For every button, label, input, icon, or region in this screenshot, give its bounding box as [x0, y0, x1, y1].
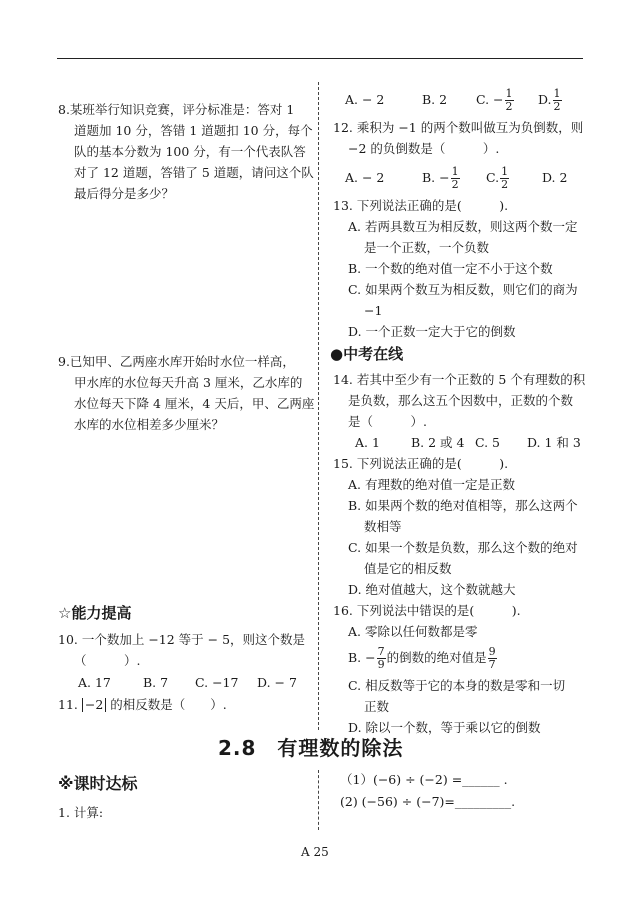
fraction	[553, 88, 562, 113]
q16-option-a: A. 零除以任何数都是零	[348, 624, 478, 639]
q16-option-c-cont: 正数	[364, 699, 390, 714]
q11-option-c	[476, 88, 534, 113]
q15-option: 值是它的相反数	[364, 561, 452, 576]
q14-line: 14. 若其中至少有一个正数的 5 个有理数的积	[333, 372, 586, 387]
q14-option: D. 1 和 3	[526, 435, 581, 450]
section-heading-exam: ●中考在线	[330, 345, 404, 363]
q10-option: C. −17	[195, 675, 239, 690]
fraction	[488, 646, 497, 671]
q10-option: D. − 7	[257, 675, 297, 690]
q14-option: A. 1	[355, 435, 380, 450]
q13-option: −1	[364, 303, 383, 318]
q10-line: 10. 一个数加上 −12 等于 − 5，则这个数是	[58, 632, 306, 647]
fraction	[500, 166, 509, 191]
q13-stem: 13. 下列说法正确的是( ).	[333, 198, 509, 213]
fraction-denominator: 2	[553, 100, 561, 113]
q9-line: 水位每天下降 4 厘米，4 天后，甲、乙两座	[74, 396, 315, 411]
fraction-denominator: 2	[501, 178, 509, 191]
q10-option: A. 17	[78, 675, 111, 690]
q13-option: B. 一个数的绝对值一定不小于这个数	[348, 261, 553, 276]
fraction-numerator: 1	[505, 87, 513, 100]
q13-option: A. 若两具数互为相反数，则这两个数一定	[348, 219, 578, 234]
fraction	[377, 646, 386, 671]
fraction-numerator: 7	[377, 645, 385, 658]
q12-option-d: D. 2	[541, 170, 568, 185]
q13-option: C. 如果两个数互为相反数，则它们的商为	[348, 282, 578, 297]
q14-option: B. 2 或 4	[410, 435, 465, 450]
q11-option-a: A. − 2	[345, 92, 385, 107]
q11-text: 的相反数是（ ）.	[110, 697, 227, 712]
q12-option-c-label: C.	[485, 170, 500, 185]
q15-option: A. 有理数的绝对值一定是正数	[348, 477, 515, 492]
column-divider	[318, 82, 319, 730]
q16-option-c: C. 相反数等于它的本身的数是零和一切	[348, 678, 566, 693]
calc-item: （1）(−6) ÷ (−2) =______ .	[340, 772, 508, 787]
q16-option-b-text: 的倒数的绝对值是	[386, 650, 487, 665]
q16-option-b-label: B. −	[348, 650, 376, 665]
fraction	[451, 166, 460, 191]
fraction-denominator: 7	[488, 658, 496, 671]
question-1: 1. 计算:	[58, 805, 104, 820]
q11-options	[345, 88, 563, 113]
q15-stem: 15. 下列说法正确的是( ).	[333, 456, 509, 471]
q9-line: 水库的水位相差多少厘米？	[74, 417, 225, 432]
q12-options	[345, 166, 567, 191]
fraction-denominator: 2	[505, 100, 513, 113]
q8-line: 8.某班举行知识竞赛，评分标准是：答对 1	[58, 102, 295, 117]
q11-option-c-label: C. −	[475, 92, 504, 107]
q9-line: 甲水库的水位每天升高 3 厘米，乙水库的	[74, 375, 303, 390]
q11-number: 11.	[58, 697, 78, 712]
q16-option-b	[348, 646, 498, 671]
q15-option: 数相等	[364, 519, 402, 534]
fraction-numerator: 1	[501, 165, 509, 178]
q14-options	[355, 433, 581, 452]
q12-line: −2 的负倒数是（ ）.	[348, 141, 500, 156]
q15-option: B. 如果两个数的绝对值相等，那么这两个	[348, 498, 578, 513]
q11-option-b: B. 2	[421, 92, 448, 107]
q9-line: 9.已知甲、乙两座水库开始时水位一样高，	[58, 354, 295, 369]
q12-option-b	[422, 166, 482, 191]
q12-line: 12. 乘积为 −1 的两个数叫做互为负倒数，则	[333, 120, 584, 135]
q12-option-a: A. − 2	[345, 170, 385, 185]
q11-absolute-value: −2	[82, 698, 106, 712]
page-number: A 25	[301, 845, 329, 859]
q13-option: 是一个正数，一个负数	[364, 240, 490, 255]
section-heading-ability: ☆能力提高	[58, 604, 132, 622]
question-11	[58, 695, 227, 714]
q16-stem: 16. 下列说法中错误的是( ).	[333, 603, 521, 618]
q10-line: （ ）.	[74, 653, 141, 668]
fraction-numerator: 1	[451, 165, 459, 178]
fraction-denominator: 9	[377, 658, 385, 671]
q15-option: D. 绝对值越大，这个数就越大	[348, 582, 516, 597]
q13-option: D. 一个正数一定大于它的倒数	[348, 324, 516, 339]
q14-option: C. 5	[474, 435, 500, 450]
q8-line: 道题加 10 分，答错 1 道题扣 10 分，每个	[74, 123, 313, 138]
calc-item: (2) (−56) ÷ (−7)=_________.	[340, 794, 516, 809]
q14-line: 是（ ）.	[348, 414, 427, 429]
chapter-title: 2.8 有理数的除法	[218, 736, 404, 760]
q11-option-d-label: D.	[537, 92, 552, 107]
fraction-denominator: 2	[451, 178, 459, 191]
fraction	[505, 88, 514, 113]
q12-option-b-label: B. −	[421, 170, 450, 185]
q8-line: 最后得分是多少？	[74, 186, 175, 201]
fraction-numerator: 9	[488, 645, 496, 658]
column-divider-lower	[318, 770, 319, 830]
q16-option-d: D. 除以一个数，等于乘以它的倒数	[348, 720, 541, 735]
q8-line: 队的基本分数为 100 分，有一个代表队答	[74, 144, 306, 159]
top-rule	[57, 58, 583, 59]
q15-option: C. 如果一个数是负数，那么这个数的绝对	[348, 540, 578, 555]
q12-option-c	[486, 166, 538, 191]
fraction-numerator: 1	[553, 87, 561, 100]
q11-option-d	[538, 88, 563, 113]
q14-line: 是负数，那么这五个因数中，正数的个数	[348, 393, 574, 408]
section-heading-class: ※课时达标	[58, 774, 138, 793]
q8-line: 对了 12 道题，答错了 5 道题，请问这个队	[74, 165, 314, 180]
q10-option: B. 7	[143, 675, 169, 690]
